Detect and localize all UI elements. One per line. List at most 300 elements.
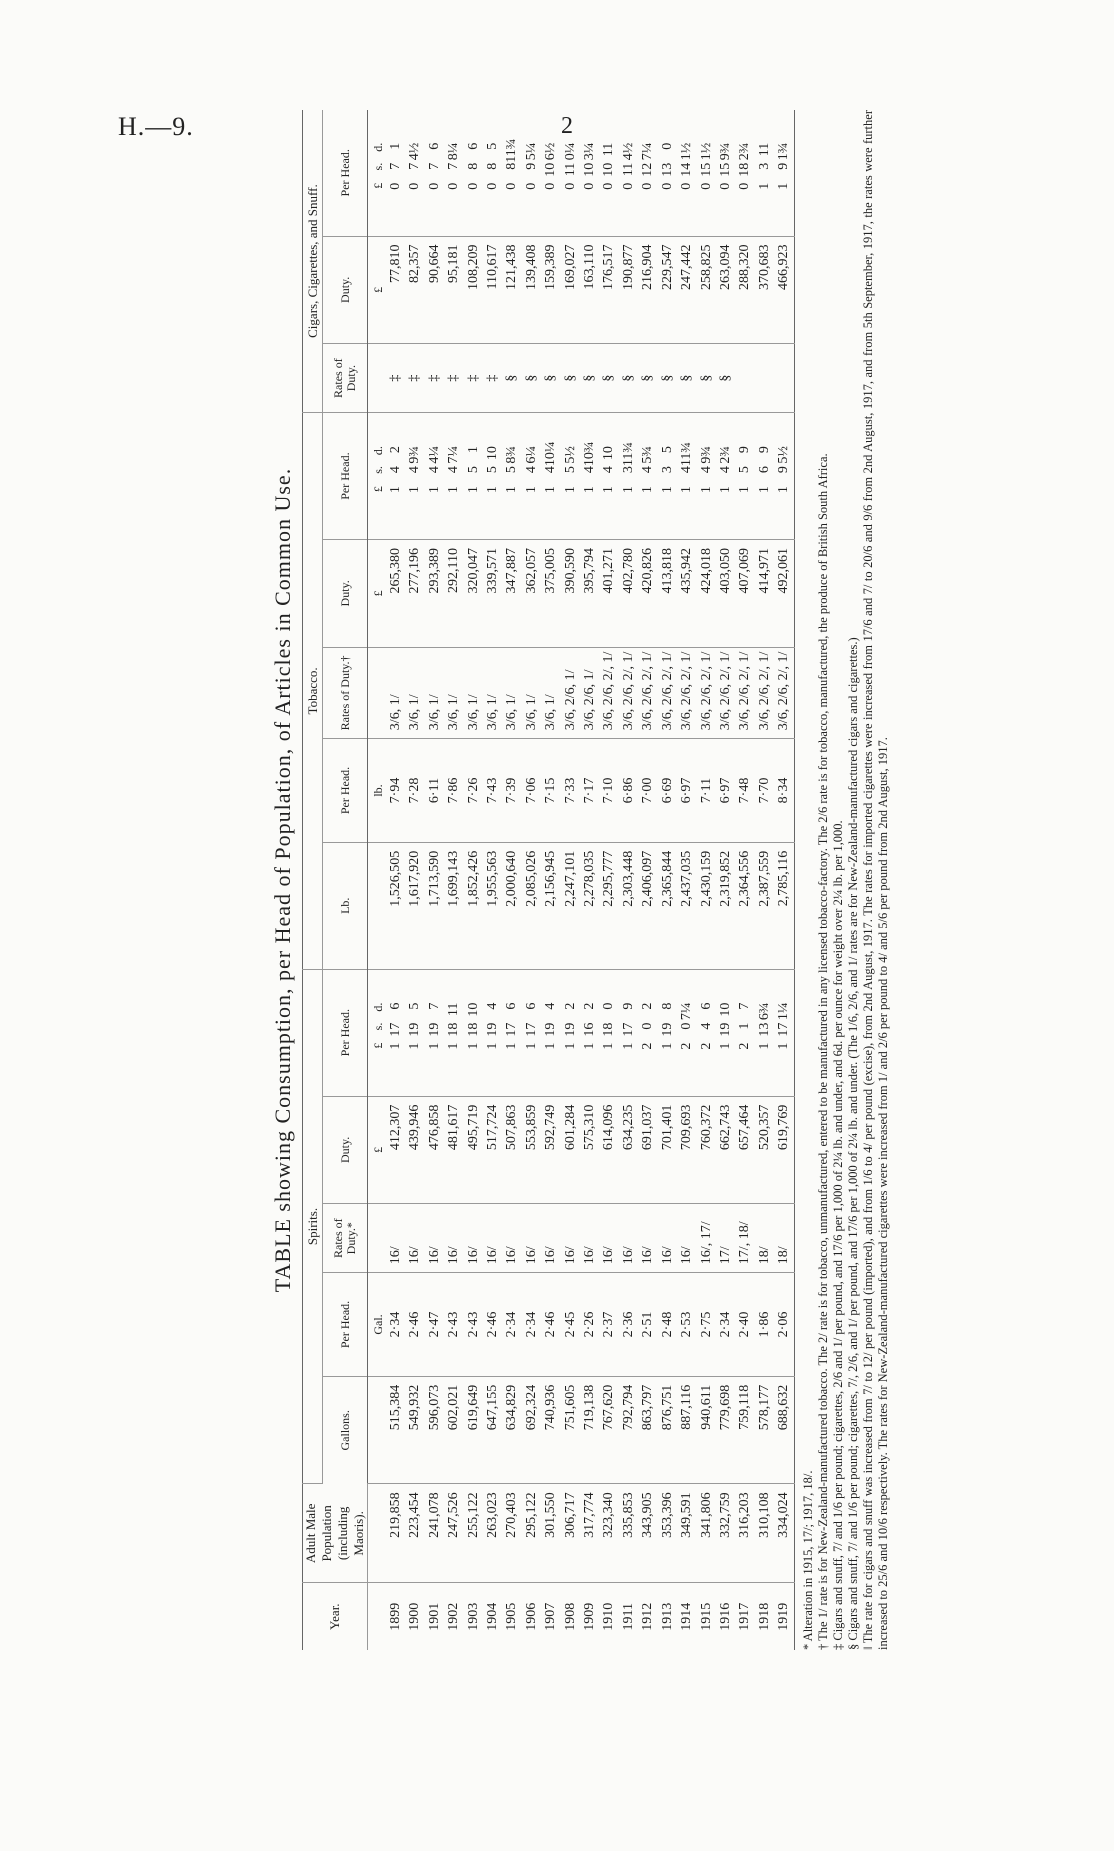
cell-spirits-duty: 439,946	[405, 1096, 424, 1204]
cell-tobacco-lb: 2,430,159	[697, 842, 716, 969]
cell-cigars-duty: 258,825	[697, 236, 716, 344]
cell-cigars-per-head: 095¼	[522, 110, 541, 236]
col-tobacco-per-head: Per Head.	[323, 739, 368, 843]
cell-cigars-per-head: 1311	[755, 110, 774, 236]
cell-tobacco-money-per-head: 147¼	[444, 413, 463, 540]
cell-population: 316,203	[735, 1484, 754, 1583]
cell-gallons-per-head: 1·86	[755, 1273, 774, 1377]
cell-gallons-per-head: 2·34	[522, 1273, 541, 1377]
cell-spirits-per-head: 1136¾	[755, 969, 774, 1096]
cell-cigars-duty: 190,877	[619, 236, 638, 344]
cell-tobacco-lb: 2,156,945	[541, 842, 560, 969]
cell-year: 1899	[388, 1602, 403, 1631]
table-row	[735, 110, 754, 1650]
cell-spirits-duty: 481,617	[444, 1096, 463, 1204]
unit-lb: lb.	[368, 739, 387, 843]
cell-spirits-rate: 16/	[619, 1204, 638, 1273]
unit-pound: £	[368, 236, 387, 344]
cell-tobacco-money-per-head: 142¾	[716, 413, 735, 540]
cell-spirits-duty: 691,037	[638, 1096, 657, 1204]
col-spirits-per-head: Per Head.	[323, 1273, 368, 1377]
cell-tobacco-rate: 3/6, 1/	[541, 647, 560, 739]
cell-gallons: 940,611	[697, 1376, 716, 1484]
cell-spirits-per-head: 202	[638, 969, 657, 1096]
footnotes	[801, 110, 891, 1650]
col-cigars-duty: Duty.	[323, 236, 368, 344]
cell-tobacco-money-per-head: 1411¾	[677, 413, 696, 540]
cell-tobacco-lb: 1,955,563	[483, 842, 502, 969]
cell-tobacco-duty: 320,047	[464, 540, 483, 648]
col-tobacco-rates: Rates of Duty.†	[323, 647, 368, 739]
cell-tobacco-lb: 2,278,035	[580, 842, 599, 969]
cell-cigars-per-head: 01011	[599, 110, 618, 236]
col-population: Adult Male Population (including Maoris).	[303, 1484, 368, 1583]
table-row	[483, 110, 502, 1650]
cell-cigars-per-head: 191¾	[774, 110, 794, 236]
cell-spirits-duty: 662,743	[716, 1096, 735, 1204]
cell-gallons: 887,116	[677, 1376, 696, 1484]
footnote: ‖ The rate for cigars and snuff was increased from 7/ to 12/ per pound (imported), and from 1/6 to 4/ per pound (excise), from 2nd August, 1917. The rates for imported cigarettes were increased from 17/6 and 7/ to 20/6 and 9/6 from 2nd August, 1917, and from 5th September, 1917, the rates were further increased to 25/6 and 10/6 respectively. The rates for New-Zealand-manufactured cigarettes were increased from 1/ and 2/6 per pound to 4/ and 5/6 per pound from 2nd August, 1917.	[860, 110, 890, 1650]
cell-spirits-duty: 760,372	[697, 1096, 716, 1204]
col-cigars-rates: Rates of Duty.	[323, 344, 368, 413]
cell-year: 1900	[407, 1602, 423, 1631]
cell-tobacco-per-head: 8·34	[774, 739, 794, 843]
cell-year: 1905	[504, 1602, 520, 1631]
cell-population: 241,078	[425, 1484, 444, 1583]
cell-spirits-per-head: 217	[735, 969, 754, 1096]
cell-tobacco-per-head: 6·97	[677, 739, 696, 843]
cell-year: 1917	[737, 1602, 753, 1631]
cell-spirits-rate: 16/	[541, 1204, 560, 1273]
cell-cigars-duty: 169,027	[561, 236, 580, 344]
cell-cigars-duty: 159,389	[541, 236, 560, 344]
cell-cigars-duty: 108,209	[464, 236, 483, 344]
page-reference: H.—9.	[118, 112, 194, 141]
cell-gallons: 549,932	[405, 1376, 424, 1484]
cell-year: 1909	[582, 1602, 598, 1631]
cell-tobacco-rate: 3/6, 2/6, 1/	[561, 647, 580, 739]
table-row	[774, 110, 794, 1650]
cell-cigars-per-head: 0811¾	[502, 110, 521, 236]
cell-tobacco-lb: 2,319,852	[716, 842, 735, 969]
cell-spirits-duty: 476,858	[425, 1096, 444, 1204]
cell-tobacco-per-head: 6·11	[425, 739, 444, 843]
cell-gallons: 647,155	[483, 1376, 502, 1484]
cell-tobacco-lb: 2,303,448	[619, 842, 638, 969]
cell-tobacco-per-head: 7·86	[444, 739, 463, 843]
cell-population: 219,858	[386, 1484, 405, 1583]
cell-tobacco-duty: 265,380	[386, 540, 405, 648]
col-spirits-duty: Duty.	[323, 1096, 368, 1204]
cell-spirits-per-head: 11910	[716, 969, 735, 1096]
cell-cigars-per-head: 0151½	[697, 110, 716, 236]
cell-tobacco-money-per-head: 145¾	[638, 413, 657, 540]
cell-cigars-rate: ‡	[444, 344, 463, 413]
cell-tobacco-per-head: 7·94	[386, 739, 405, 843]
cell-gallons: 876,751	[658, 1376, 677, 1484]
cell-gallons: 751,605	[561, 1376, 580, 1484]
col-cigars-per-head: Per Head.	[323, 110, 368, 236]
table-row	[541, 110, 560, 1650]
cell-spirits-per-head: 1176	[502, 969, 521, 1096]
cell-cigars-duty: 95,181	[444, 236, 463, 344]
cell-cigars-rate	[735, 344, 754, 413]
page-number: 2	[561, 113, 573, 139]
cell-gallons: 779,698	[716, 1376, 735, 1484]
cell-cigars-rate	[755, 344, 774, 413]
cell-year: 1918	[756, 1602, 772, 1631]
table-row	[638, 110, 657, 1650]
cell-spirits-rate: 16/	[502, 1204, 521, 1273]
table-row	[716, 110, 735, 1650]
cell-spirits-rate: 16/	[638, 1204, 657, 1273]
unit-lsd: £s.d.	[368, 110, 387, 236]
cell-tobacco-duty: 420,826	[638, 540, 657, 648]
cell-cigars-per-head: 0127¼	[638, 110, 657, 236]
cell-gallons: 692,324	[522, 1376, 541, 1484]
cell-tobacco-money-per-head: 149¾	[405, 413, 424, 540]
cell-tobacco-per-head: 6·86	[619, 739, 638, 843]
cell-spirits-duty: 619,769	[774, 1096, 794, 1204]
cell-population: 301,550	[541, 1484, 560, 1583]
cell-tobacco-money-per-head: 1510	[483, 413, 502, 540]
col-year: Year.	[303, 1583, 368, 1650]
cell-spirits-rate: 16/	[522, 1204, 541, 1273]
cell-spirits-rate: 16/	[658, 1204, 677, 1273]
cell-spirits-per-head: 1180	[599, 969, 618, 1096]
cell-tobacco-lb: 2,085,026	[522, 842, 541, 969]
cell-tobacco-lb: 2,364,556	[735, 842, 754, 969]
cell-tobacco-per-head: 6·97	[716, 739, 735, 843]
cell-tobacco-duty: 375,005	[541, 540, 560, 648]
cell-cigars-duty: 163,110	[580, 236, 599, 344]
cell-tobacco-rate: 3/6, 2/6, 2/, 1/	[697, 647, 716, 739]
cell-gallons: 515,384	[386, 1376, 405, 1484]
cell-cigars-duty: 77,810	[386, 236, 405, 344]
cell-cigars-per-head: 0130	[658, 110, 677, 236]
cell-tobacco-lb: 1,852,426	[464, 842, 483, 969]
cell-spirits-rate: 16/	[386, 1204, 405, 1273]
cell-tobacco-money-per-head: 149¾	[697, 413, 716, 540]
col-spirits-rates: Rates of Duty.*	[323, 1204, 368, 1273]
cell-tobacco-lb: 2,406,097	[638, 842, 657, 969]
cell-tobacco-money-per-head: 1410¾	[580, 413, 599, 540]
cell-spirits-per-head: 1198	[658, 969, 677, 1096]
cell-gallons: 602,021	[444, 1376, 463, 1484]
cell-cigars-per-head: 085	[483, 110, 502, 236]
cell-spirits-per-head: 11811	[444, 969, 463, 1096]
cell-tobacco-money-per-head: 151	[464, 413, 483, 540]
table-row	[386, 110, 405, 1650]
cell-cigars-duty: 90,664	[425, 236, 444, 344]
cell-tobacco-duty: 403,050	[716, 540, 735, 648]
cell-spirits-per-head: 207¼	[677, 969, 696, 1096]
cell-year: 1906	[523, 1602, 539, 1631]
cell-cigars-rate: §	[697, 344, 716, 413]
cell-tobacco-money-per-head: 1410	[599, 413, 618, 540]
cell-spirits-rate: 16/	[405, 1204, 424, 1273]
cell-tobacco-per-head: 7·15	[541, 739, 560, 843]
cell-tobacco-duty: 339,571	[483, 540, 502, 648]
cell-tobacco-money-per-head: 1410¼	[541, 413, 560, 540]
footnote: ‡ Cigars and snuff, 7/ and 1/6 per pound; cigarettes, 2/6 and 1/ per pound, and 17/6 per 1,000 of 2¼ lb. and under, and 6d. per ounce for weight over 2¼ lb. per 1,000.	[830, 820, 845, 1650]
cell-gallons-per-head: 2·36	[619, 1273, 638, 1377]
cell-cigars-rate: §	[658, 344, 677, 413]
table-row	[425, 110, 444, 1650]
cell-spirits-per-head: 1176	[386, 969, 405, 1096]
cell-population: 310,108	[755, 1484, 774, 1583]
cell-tobacco-per-head: 7·10	[599, 739, 618, 843]
cell-tobacco-duty: 293,389	[425, 540, 444, 648]
cell-year: 1902	[446, 1602, 462, 1631]
cell-tobacco-money-per-head: 146¼	[522, 413, 541, 540]
col-spirits-money-per-head: Per Head.	[323, 969, 368, 1096]
cell-tobacco-lb: 2,000,640	[502, 842, 521, 969]
cell-tobacco-lb: 2,437,035	[677, 842, 696, 969]
cell-cigars-rate: §	[561, 344, 580, 413]
cell-population: 295,122	[522, 1484, 541, 1583]
cell-year: 1915	[698, 1602, 714, 1631]
cell-gallons-per-head: 2·06	[774, 1273, 794, 1377]
cell-tobacco-rate: 3/6, 2/6, 2/, 1/	[716, 647, 735, 739]
cell-spirits-duty: 614,096	[599, 1096, 618, 1204]
cell-tobacco-rate: 3/6, 1/	[522, 647, 541, 739]
cell-cigars-per-head: 0182¾	[735, 110, 754, 236]
unit-lsd: £s.d.	[368, 969, 387, 1096]
cell-tobacco-per-head: 7·43	[483, 739, 502, 843]
cell-tobacco-per-head: 7·17	[580, 739, 599, 843]
cell-cigars-per-head: 076	[425, 110, 444, 236]
cell-gallons-per-head: 2·34	[502, 1273, 521, 1377]
cell-year: 1907	[543, 1602, 559, 1631]
cell-gallons-per-head: 2·43	[464, 1273, 483, 1377]
cell-gallons-per-head: 2·46	[483, 1273, 502, 1377]
cell-tobacco-duty: 435,942	[677, 540, 696, 648]
cell-cigars-rate: ‡	[464, 344, 483, 413]
cell-tobacco-lb: 2,785,116	[774, 842, 794, 969]
col-tobacco-money-per-head: Per Head.	[323, 413, 368, 540]
table-row	[522, 110, 541, 1650]
cell-tobacco-duty: 401,271	[599, 540, 618, 648]
cell-gallons-per-head: 2·45	[561, 1273, 580, 1377]
cell-spirits-per-head: 1176	[522, 969, 541, 1096]
cell-tobacco-money-per-head: 135	[658, 413, 677, 540]
cell-spirits-per-head: 246	[697, 969, 716, 1096]
cell-cigars-per-head: 0114½	[619, 110, 638, 236]
table-row	[405, 110, 424, 1650]
cell-year: 1913	[659, 1602, 675, 1631]
cell-cigars-rate: ‡	[425, 344, 444, 413]
cell-cigars-rate	[774, 344, 794, 413]
cell-tobacco-duty: 395,794	[580, 540, 599, 648]
col-tobacco-duty: Duty.	[323, 540, 368, 648]
cell-spirits-duty: 517,724	[483, 1096, 502, 1204]
cell-population: 255,122	[464, 1484, 483, 1583]
footnote: † The 1/ rate is for New-Zealand-manufactured tobacco. The 2/ rate is for tobacco, unmanufactured, entered to be manufactured in any licensed tobacco-factory. The 2/6 rate is for tobacco, manufactured, the produce of British South Africa.	[815, 453, 830, 1650]
cell-tobacco-lb: 2,247,101	[561, 842, 580, 969]
col-gallons: Gallons.	[323, 1376, 368, 1484]
cell-tobacco-rate: 3/6, 1/	[502, 647, 521, 739]
cell-cigars-rate: §	[502, 344, 521, 413]
cell-population: 332,759	[716, 1484, 735, 1583]
cell-spirits-per-head: 1194	[483, 969, 502, 1096]
cell-tobacco-per-head: 7·06	[522, 739, 541, 843]
cell-year: 1903	[465, 1602, 481, 1631]
cell-population: 335,853	[619, 1484, 638, 1583]
cell-tobacco-money-per-head: 195½	[774, 413, 794, 540]
cell-spirits-duty: 412,307	[386, 1096, 405, 1204]
cell-tobacco-duty: 347,887	[502, 540, 521, 648]
cell-gallons-per-head: 2·47	[425, 1273, 444, 1377]
cell-cigars-rate: §	[677, 344, 696, 413]
cell-gallons: 863,797	[638, 1376, 657, 1484]
cell-tobacco-duty: 492,061	[774, 540, 794, 648]
cell-tobacco-rate: 3/6, 2/6, 2/, 1/	[658, 647, 677, 739]
cell-gallons: 719,138	[580, 1376, 599, 1484]
cell-tobacco-rate: 3/6, 2/6, 2/, 1/	[774, 647, 794, 739]
group-tobacco: Tobacco.	[303, 413, 323, 970]
cell-tobacco-duty: 402,780	[619, 540, 638, 648]
cell-spirits-per-head: 1171¼	[774, 969, 794, 1096]
cell-tobacco-rate: 3/6, 2/6, 1/	[580, 647, 599, 739]
cell-gallons-per-head: 2·40	[735, 1273, 754, 1377]
cell-tobacco-lb: 1,617,920	[405, 842, 424, 969]
cell-spirits-per-head: 1179	[619, 969, 638, 1096]
group-cigars: Cigars, Cigarettes, and Snuff.	[303, 110, 323, 413]
cell-population: 247,526	[444, 1484, 463, 1583]
cell-spirits-duty: 553,859	[522, 1096, 541, 1204]
cell-cigars-rate: §	[716, 344, 735, 413]
cell-cigars-per-head: 071	[386, 110, 405, 236]
cell-gallons: 634,829	[502, 1376, 521, 1484]
rotated-table-block	[268, 110, 890, 1650]
cell-spirits-per-head: 1194	[541, 969, 560, 1096]
cell-cigars-per-head: 0103¼	[580, 110, 599, 236]
cell-spirits-per-head: 1162	[580, 969, 599, 1096]
cell-cigars-rate: §	[599, 344, 618, 413]
cell-cigars-per-head: 0110¼	[561, 110, 580, 236]
cell-cigars-duty: 216,904	[638, 236, 657, 344]
cell-tobacco-rate: 3/6, 2/6, 2/, 1/	[755, 647, 774, 739]
cell-year: 1910	[601, 1602, 617, 1631]
cell-spirits-duty: 701,401	[658, 1096, 677, 1204]
table-row	[444, 110, 463, 1650]
cell-spirits-per-head: 11810	[464, 969, 483, 1096]
cell-tobacco-rate: 3/6, 1/	[464, 647, 483, 739]
cell-spirits-rate: 18/	[774, 1204, 794, 1273]
cell-spirits-rate: 18/	[755, 1204, 774, 1273]
cell-population: 223,454	[405, 1484, 424, 1583]
cell-spirits-rate: 16/	[444, 1204, 463, 1273]
cell-tobacco-duty: 277,196	[405, 540, 424, 648]
cell-gallons-per-head: 2·37	[599, 1273, 618, 1377]
cell-tobacco-rate: 3/6, 1/	[405, 647, 424, 739]
table-row	[755, 110, 774, 1650]
table-row	[502, 110, 521, 1650]
cell-year: 1908	[562, 1602, 578, 1631]
cell-spirits-rate: 16/	[561, 1204, 580, 1273]
cell-year: 1912	[640, 1602, 656, 1631]
cell-gallons: 688,632	[774, 1376, 794, 1484]
cell-cigars-rate: §	[619, 344, 638, 413]
cell-cigars-duty: 370,683	[755, 236, 774, 344]
cell-spirits-rate: 16/	[464, 1204, 483, 1273]
cell-spirits-per-head: 1192	[561, 969, 580, 1096]
cell-cigars-duty: 176,517	[599, 236, 618, 344]
cell-tobacco-per-head: 7·26	[464, 739, 483, 843]
cell-year: 1901	[426, 1602, 442, 1631]
cell-cigars-per-head: 0106½	[541, 110, 560, 236]
cell-tobacco-lb: 2,295,777	[599, 842, 618, 969]
cell-gallons-per-head: 2·46	[405, 1273, 424, 1377]
cell-gallons-per-head: 2·34	[716, 1273, 735, 1377]
cell-tobacco-money-per-head: 159	[735, 413, 754, 540]
cell-cigars-duty: 466,923	[774, 236, 794, 344]
cell-tobacco-duty: 413,818	[658, 540, 677, 648]
table-row	[580, 110, 599, 1650]
cell-tobacco-rate: 3/6, 1/	[444, 647, 463, 739]
cell-spirits-per-head: 1197	[425, 969, 444, 1096]
cell-spirits-rate: 16/	[677, 1204, 696, 1273]
cell-spirits-duty: 575,310	[580, 1096, 599, 1204]
unit-pound: £	[368, 1096, 387, 1204]
cell-year: 1904	[485, 1602, 501, 1631]
cell-spirits-per-head: 1195	[405, 969, 424, 1096]
cell-cigars-duty: 82,357	[405, 236, 424, 344]
cell-tobacco-lb: 1,526,505	[386, 842, 405, 969]
cell-cigars-duty: 121,438	[502, 236, 521, 344]
cell-cigars-rate: §	[580, 344, 599, 413]
cell-gallons: 767,620	[599, 1376, 618, 1484]
cell-tobacco-money-per-head: 144¼	[425, 413, 444, 540]
cell-cigars-per-head: 074½	[405, 110, 424, 236]
cell-spirits-duty: 507,863	[502, 1096, 521, 1204]
cell-tobacco-rate: 3/6, 2/6, 2/, 1/	[677, 647, 696, 739]
cell-tobacco-per-head: 7·70	[755, 739, 774, 843]
table-row	[464, 110, 483, 1650]
cell-spirits-rate: 16/	[425, 1204, 444, 1273]
cell-tobacco-lb: 2,365,844	[658, 842, 677, 969]
cell-tobacco-money-per-head: 169	[755, 413, 774, 540]
cell-spirits-rate: 16/	[599, 1204, 618, 1273]
cell-population: 341,806	[697, 1484, 716, 1583]
cell-year: 1916	[717, 1602, 733, 1631]
cell-cigars-duty: 247,442	[677, 236, 696, 344]
consumption-table	[302, 110, 795, 1650]
cell-gallons-per-head: 2·75	[697, 1273, 716, 1377]
table-row	[697, 110, 716, 1650]
cell-cigars-duty: 229,547	[658, 236, 677, 344]
cell-tobacco-duty: 292,110	[444, 540, 463, 648]
cell-cigars-duty: 288,320	[735, 236, 754, 344]
cell-population: 353,396	[658, 1484, 677, 1583]
cell-cigars-per-head: 078¼	[444, 110, 463, 236]
cell-gallons-per-head: 2·48	[658, 1273, 677, 1377]
cell-population: 349,591	[677, 1484, 696, 1583]
cell-spirits-rate: 17/, 18/	[735, 1204, 754, 1273]
cell-year: 1919	[776, 1602, 792, 1631]
cell-year: 1911	[620, 1602, 636, 1631]
cell-year: 1914	[679, 1602, 695, 1631]
cell-cigars-rate: ‡	[405, 344, 424, 413]
cell-tobacco-per-head: 7·28	[405, 739, 424, 843]
cell-population: 343,905	[638, 1484, 657, 1583]
unit-pound: £	[368, 540, 387, 648]
cell-gallons-per-head: 2·34	[386, 1273, 405, 1377]
cell-spirits-duty: 601,284	[561, 1096, 580, 1204]
cell-cigars-rate: ‡	[386, 344, 405, 413]
cell-spirits-rate: 16/	[580, 1204, 599, 1273]
